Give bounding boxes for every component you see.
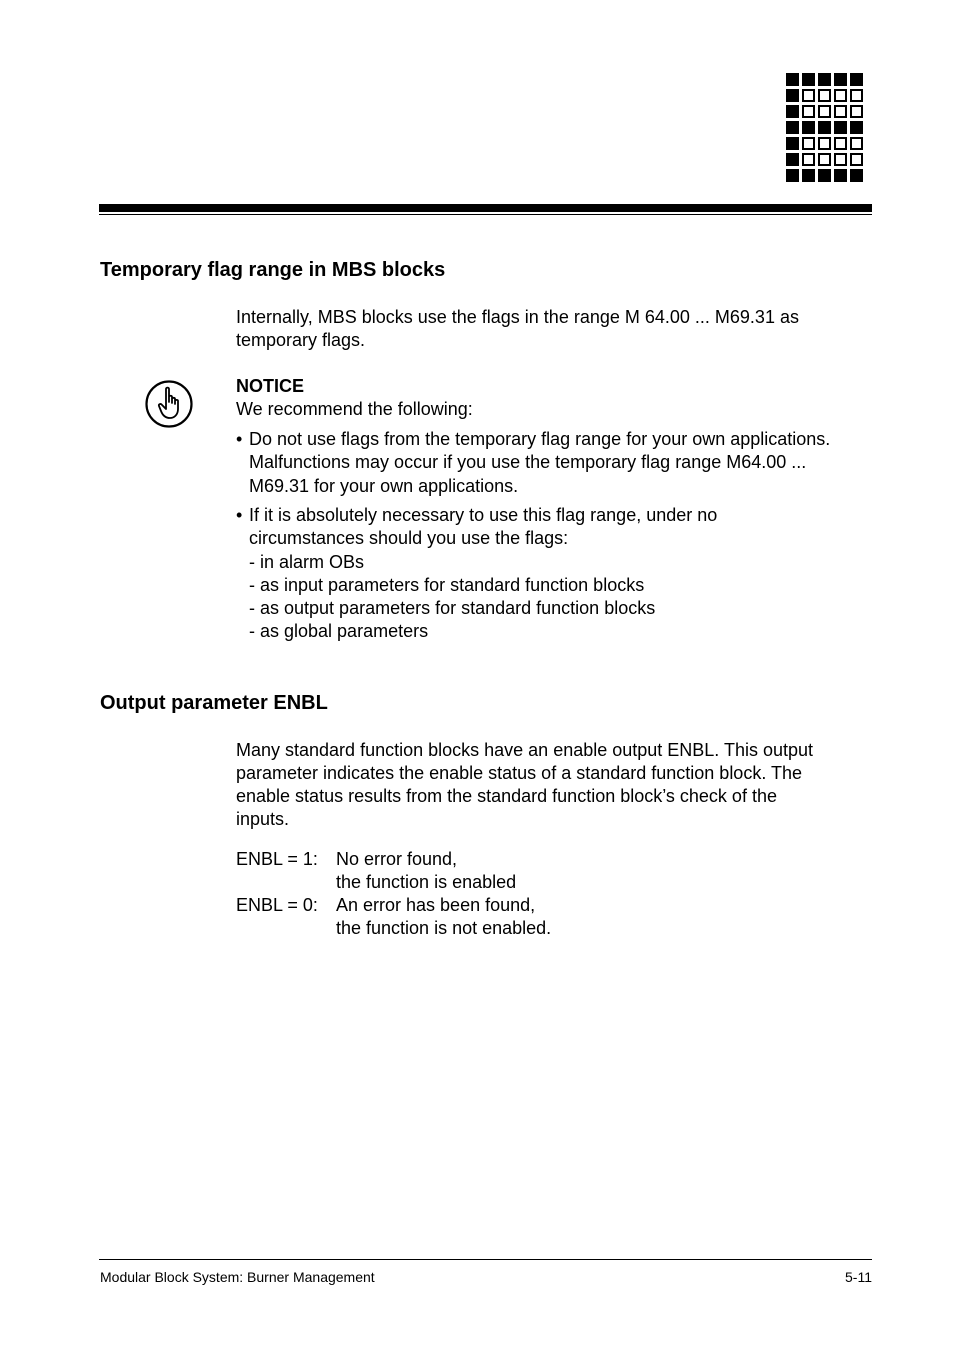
- bullet-icon: •: [236, 429, 243, 449]
- logo-cell: [818, 105, 831, 118]
- logo-cell: [834, 89, 847, 102]
- grid-logo-icon: [786, 73, 865, 183]
- list-item-line: M69.31 for your own applications.: [249, 475, 519, 496]
- pointing-hand-icon: [144, 379, 194, 429]
- list-item-line: - in alarm OBs: [249, 551, 365, 572]
- header-rule: [99, 204, 872, 212]
- list-item-line: - as output parameters for standard function blocks: [249, 598, 656, 619]
- logo-cell: [834, 105, 847, 118]
- section-heading-temporary-flags: Temporary flag range in MBS blocks: [100, 259, 446, 281]
- logo-cell: [834, 121, 847, 134]
- page-number: 5-11: [845, 1269, 872, 1285]
- logo-cell: [850, 153, 863, 166]
- logo-cell: [818, 89, 831, 102]
- intro-line: temporary flags.: [236, 330, 366, 350]
- logo-cell: [850, 105, 863, 118]
- logo-cell: [802, 121, 815, 134]
- enbl-key: ENBL = 1:: [236, 849, 318, 869]
- section-heading-output-enbl: Output parameter ENBL: [100, 692, 328, 714]
- logo-cell: [786, 105, 799, 118]
- logo-cell: [834, 73, 847, 86]
- para-line: Many standard function blocks have an enable output ENBL. This output: [236, 740, 814, 760]
- notice-lead: We recommend the following:: [236, 399, 473, 419]
- logo-cell: [786, 121, 799, 134]
- list-item-line: - as global parameters: [249, 621, 429, 642]
- enbl-paragraph: [236, 739, 876, 831]
- notice-block: [236, 375, 876, 421]
- list-item-line: - as input parameters for standard function blocks: [249, 574, 645, 595]
- enbl-row: [236, 848, 551, 894]
- logo-cell: [802, 137, 815, 150]
- enbl-value-line: the function is not enabled.: [336, 918, 552, 938]
- para-line: inputs.: [236, 809, 290, 829]
- logo-cell: [802, 153, 815, 166]
- list-item: [236, 428, 876, 498]
- logo-cell: [850, 169, 863, 182]
- notice-title: NOTICE: [236, 376, 305, 396]
- list-item-line: Malfunctions may occur if you use the temporary flag range M64.00 ...: [249, 452, 807, 473]
- enbl-key: ENBL = 0:: [236, 895, 318, 915]
- logo-cell: [802, 73, 815, 86]
- header-rule-thin: [99, 214, 872, 215]
- logo-cell: [850, 89, 863, 102]
- enbl-row: [236, 894, 551, 940]
- footer-title: Modular Block System: Burner Management: [100, 1269, 375, 1285]
- logo-cell: [850, 121, 863, 134]
- intro-line: Internally, MBS blocks use the flags in the range M 64.00 ... M69.31 as: [236, 307, 799, 327]
- list-item-line: circumstances should you use the flags:: [249, 528, 569, 549]
- logo-cell: [802, 169, 815, 182]
- logo-cell: [802, 89, 815, 102]
- enbl-value-line: An error has been found,: [336, 895, 536, 915]
- list-item-line: Do not use flags from the temporary flag range for your own applications.: [249, 429, 831, 449]
- logo-cell: [802, 105, 815, 118]
- logo-cell: [786, 73, 799, 86]
- logo-cell: [850, 137, 863, 150]
- logo-cell: [786, 169, 799, 182]
- logo-cell: [818, 137, 831, 150]
- logo-cell: [834, 169, 847, 182]
- logo-cell: [834, 153, 847, 166]
- enbl-value-line: No error found,: [336, 849, 458, 869]
- logo-cell: [850, 73, 863, 86]
- logo-cell: [818, 169, 831, 182]
- enbl-definition-list: [236, 848, 551, 940]
- logo-cell: [786, 137, 799, 150]
- para-line: parameter indicates the enable status of a standard function block. The: [236, 763, 803, 783]
- bullet-icon: •: [236, 505, 243, 525]
- logo-cell: [818, 73, 831, 86]
- para-line: enable status results from the standard function block’s check of the: [236, 786, 777, 806]
- logo-cell: [786, 89, 799, 102]
- enbl-value: [336, 848, 516, 894]
- enbl-value: [336, 894, 551, 940]
- enbl-value-line: the function is enabled: [336, 872, 517, 892]
- intro-paragraph: [236, 306, 876, 352]
- list-item: [236, 504, 876, 644]
- logo-cell: [818, 153, 831, 166]
- list-item-line: If it is absolutely necessary to use this flag range, under no: [249, 505, 718, 525]
- footer-rule: [99, 1259, 872, 1260]
- logo-cell: [834, 137, 847, 150]
- logo-cell: [818, 121, 831, 134]
- logo-cell: [786, 153, 799, 166]
